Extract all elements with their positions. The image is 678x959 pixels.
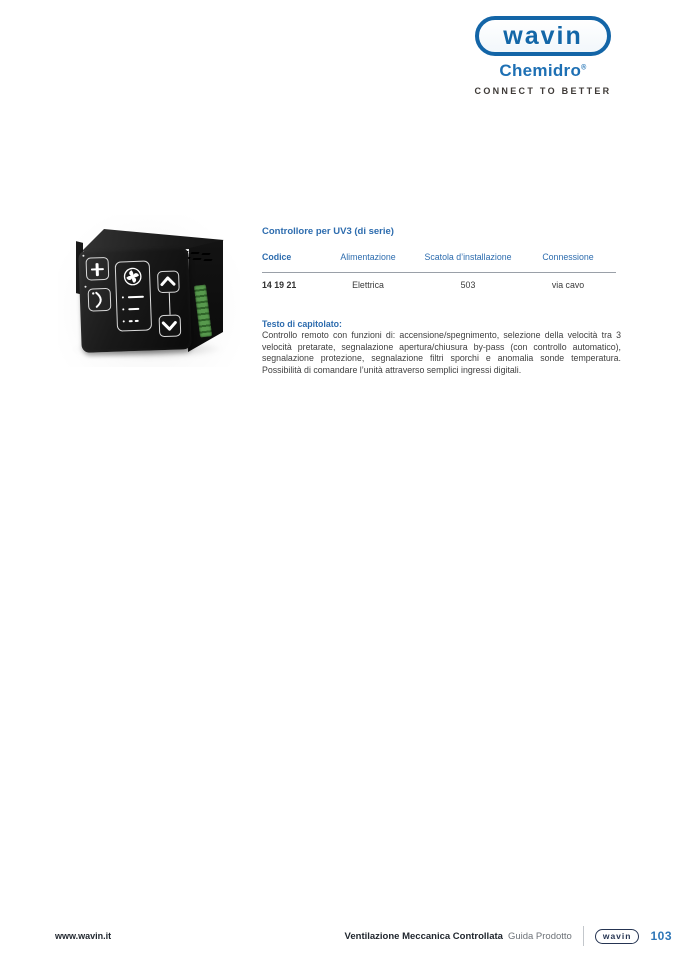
speed-indicator-row (122, 307, 140, 312)
fan-icon (123, 267, 143, 292)
website-link[interactable]: www.wavin.it (55, 931, 112, 941)
led-dot (82, 255, 84, 257)
chemidro-logo-text: Chemidro (499, 61, 582, 80)
page-footer (55, 925, 672, 947)
capitolato-body: Controllo remoto con funzioni di: accensione/spegnimento, selezione della velocità tra 3 velocità pretarate, segnalazione apertura/chiusura by-pass (con controllo automatico), segnalazione protezione, segnalazione filtri sporchi e anomalia sonde temperatura. Possibilità di comandare l’unità attraverso semplici ingressi digitali. (262, 330, 621, 375)
capitolato-heading: Testo di capitolato: (262, 319, 342, 329)
page-number: 103 (650, 929, 672, 943)
bypass-flap-icon (89, 289, 111, 311)
product-title: Controllore per UV3 (di serie) (262, 226, 394, 237)
table-row (262, 280, 618, 290)
led-dot (84, 286, 86, 288)
column-header-alimentazione: Alimentazione (340, 252, 396, 262)
series-title: Ventilazione Meccanica Controllata (344, 930, 503, 942)
wavin-logo (475, 16, 611, 56)
chemidro-logo (468, 61, 618, 81)
speed-panel (115, 260, 152, 331)
chevron-down-icon (160, 315, 180, 335)
cell-scatola: 503 (460, 279, 476, 290)
cell-alimentazione: Elettrica (352, 279, 384, 290)
bypass-button (88, 288, 112, 312)
controller-front-panel (78, 247, 191, 353)
cell-codice: 14 19 21 (262, 279, 297, 290)
table-header-row (262, 252, 618, 264)
brand-block (468, 16, 618, 96)
wavin-logo-text: wavin (503, 21, 583, 50)
up-button (157, 270, 180, 293)
brand-tagline: CONNECT TO BETTER (474, 86, 612, 96)
footer-wavin-logo-text: wavin (602, 931, 632, 941)
power-button (85, 257, 109, 281)
registered-mark: ® (581, 64, 587, 72)
footer-divider (583, 926, 584, 946)
column-header-connessione: Connessione (542, 252, 594, 262)
footer-wavin-logo (595, 929, 640, 944)
cell-connessione: via cavo (551, 279, 585, 290)
column-header-codice: Codice (262, 252, 292, 262)
table-rule (262, 272, 616, 273)
column-header-scatola: Scatola d’installazione (424, 252, 512, 262)
chevron-up-icon (158, 272, 178, 292)
speed-indicator-row (123, 319, 140, 324)
product-table (262, 252, 618, 290)
speed-indicator-row (122, 295, 145, 300)
selector-line (168, 293, 170, 315)
down-button (159, 314, 182, 337)
series-subtitle: Guida Prodotto (507, 930, 572, 942)
controller-photo (58, 215, 240, 367)
